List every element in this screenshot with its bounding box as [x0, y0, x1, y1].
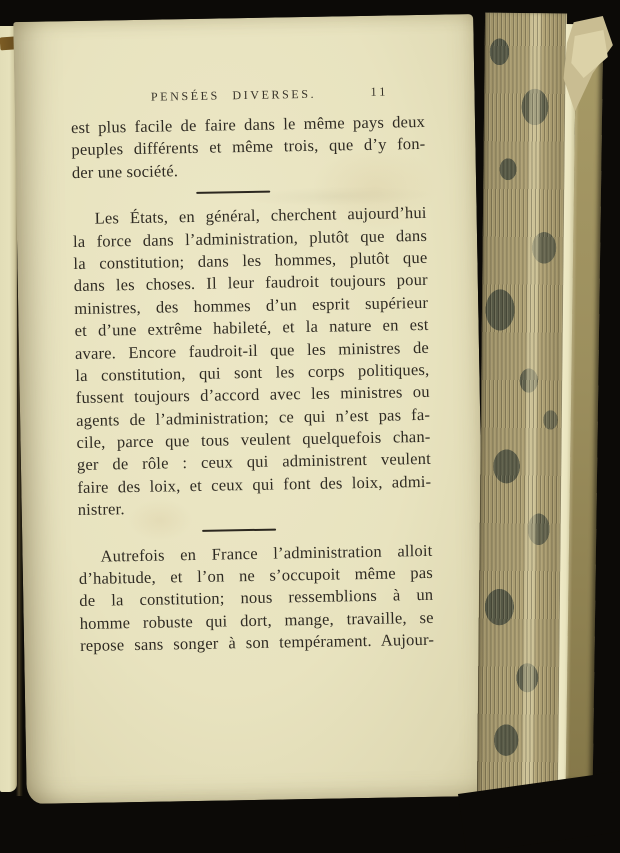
text-line: la constitution; dans les hommes, plutôt que: [73, 247, 428, 274]
page-number: 11: [370, 84, 389, 99]
text-line: cile, parce que tous veulent quelquefois chan-: [76, 426, 431, 453]
text-block: [71, 111, 434, 658]
text-line: Les États, en général, cherchent aujourd’hui: [94, 203, 427, 228]
section-divider: [196, 191, 270, 194]
text-line: repose sans songer à son tempérament. Aujour-: [79, 630, 435, 656]
text-line: de la constitution; nous ressemblions à un: [79, 585, 434, 611]
text-line: nistrer.: [77, 499, 125, 520]
text-line: ministres, des hommes d’un esprit supérieur: [74, 292, 429, 318]
paragraph: [78, 539, 434, 657]
text-line: dans les choses. Il leur faudroit toujours pour: [73, 270, 428, 296]
marbled-fore-edge: [477, 13, 567, 796]
running-header: PENSÉES DIVERSES.: [150, 86, 317, 104]
text-line: d’habitude, et l’on ne s’occupoit même pas: [78, 562, 434, 589]
paragraph: [72, 202, 431, 522]
text-line: la constitution, qui sont les corps politiques,: [75, 359, 430, 385]
text-line: ger de rôle : ceux qui administrent veulent: [76, 449, 432, 475]
text-line: avare. Encore faudroit-il que les ministres de: [74, 337, 430, 363]
text-line: est plus facile de faire dans le même pays deux: [70, 111, 426, 138]
text-line: homme robuste qui dort, mange, travaille, se: [79, 607, 434, 633]
text-line: faire des loix, et ceux qui font des loix, admi-: [77, 471, 432, 497]
text-line: fussent toujours d’accord avec les ministres ou: [75, 382, 430, 408]
text-line: Autrefois en France l’administration alloit: [100, 540, 433, 566]
paragraph: [71, 111, 426, 184]
section-divider: [202, 528, 276, 531]
text-line: agents de l’administration; ce qui n’est pas fa-: [76, 404, 431, 430]
page-header: [70, 85, 424, 105]
text-line: der une société.: [71, 161, 179, 182]
text-line: la force dans l’administration, plutôt que dans: [72, 225, 428, 251]
text-line: et d’une extrême habileté, et la nature en est: [74, 314, 429, 341]
page-text-area: [70, 85, 434, 658]
text-line: peuples différents et même trois, que d’y fon-: [71, 134, 426, 160]
book-page: [13, 14, 487, 804]
